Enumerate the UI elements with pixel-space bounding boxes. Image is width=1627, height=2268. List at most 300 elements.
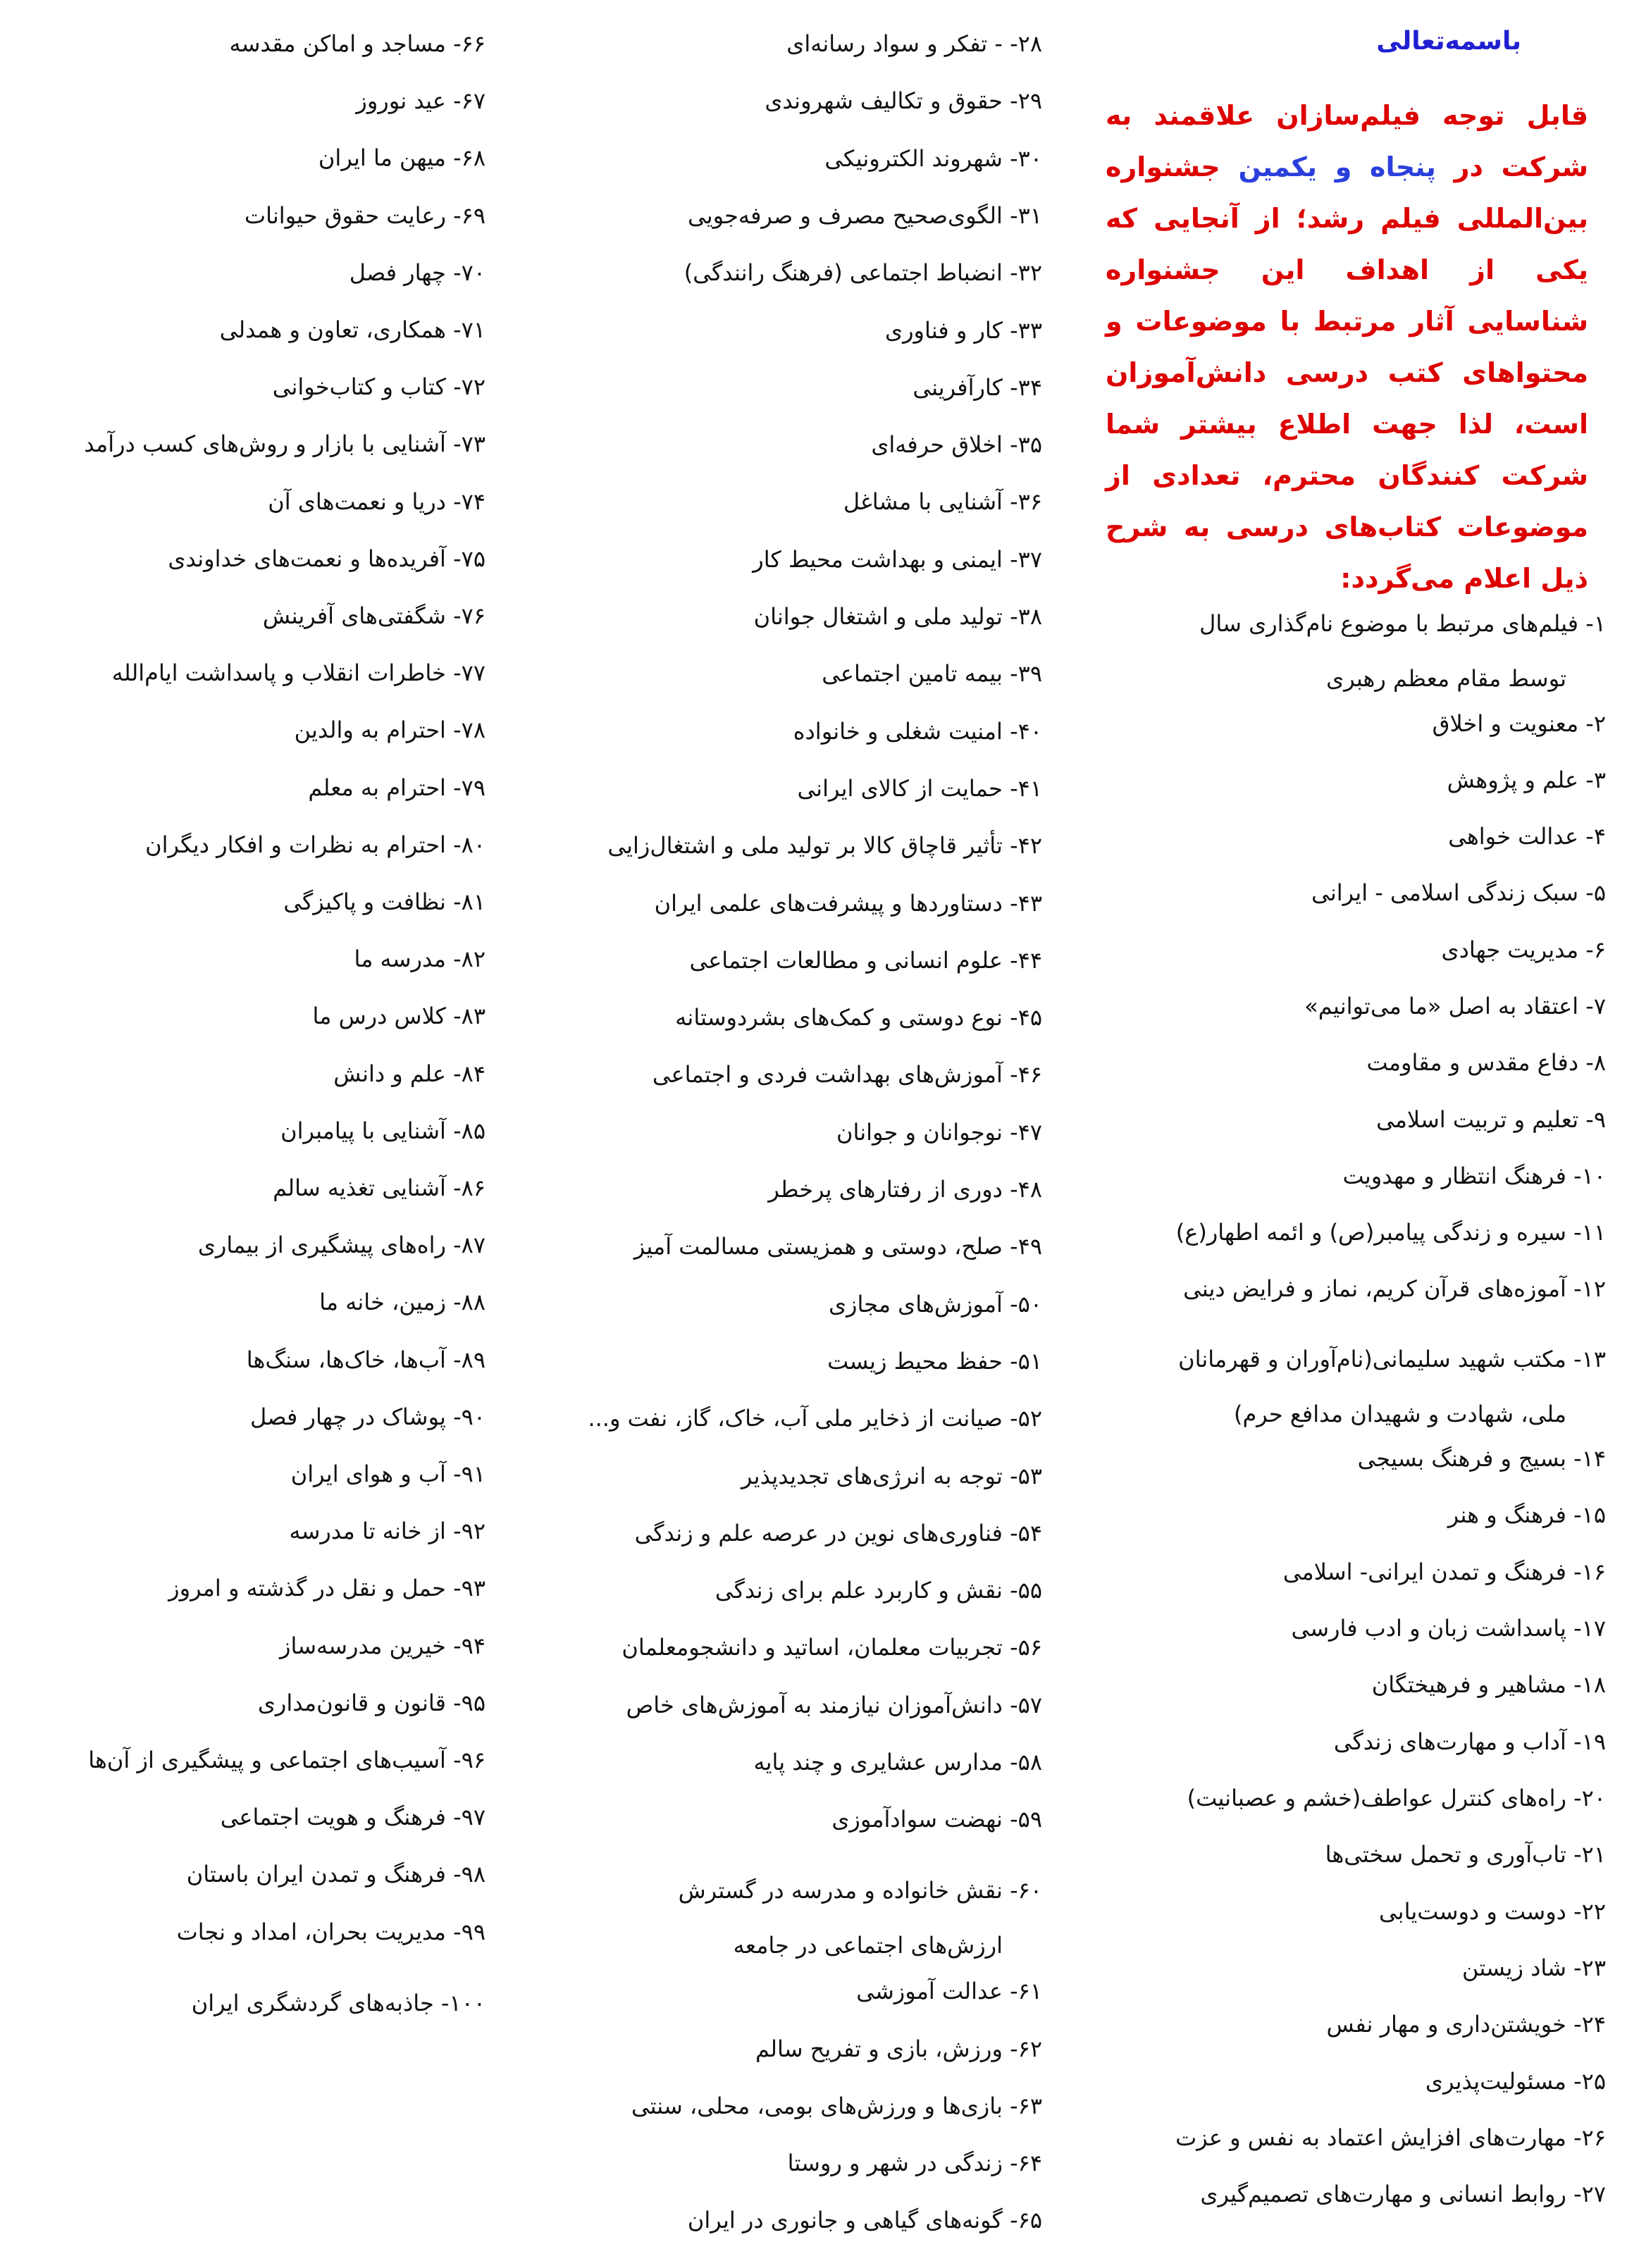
topic-item: [788, 2149, 1042, 2177]
topic-number: ۱۴-: [1573, 1445, 1606, 1472]
topic-text: چهار فصل: [349, 259, 446, 286]
topic-item: [684, 259, 1042, 287]
topic-item: [797, 774, 1042, 803]
topic-item: [754, 602, 1042, 631]
topic-item: [1372, 1671, 1606, 1699]
topic-item: [1325, 1840, 1606, 1869]
topic-text: از خانه تا مدرسه: [289, 1518, 446, 1545]
topic-text: خاطرات انقلاب و پاسداشت ایام‌الله: [111, 659, 446, 687]
topic-number: ۸۸-: [453, 1289, 485, 1316]
topic-number: ۵۶-: [1010, 1634, 1042, 1661]
topic-item: [280, 1117, 485, 1145]
topic-number: ۴۶-: [1010, 1061, 1042, 1089]
topic-item: [198, 1231, 485, 1259]
topic-number: ۱۷-: [1573, 1615, 1606, 1642]
topic-number: ۷۶-: [453, 602, 485, 629]
topic-text: فیلم‌های مرتبط با موضوع نام‌گذاری سال: [1199, 610, 1579, 637]
topic-item: [1334, 1728, 1606, 1756]
topic-item: [273, 1174, 485, 1202]
topic-number: ۱۰-: [1573, 1163, 1606, 1189]
topic-item: [245, 202, 485, 230]
topic-number: ۴۵-: [1010, 1004, 1042, 1031]
topic-number: ۶۸-: [453, 144, 485, 172]
intro-text-2: جشنواره بین‌المللی فیلم رشد؛ از آنجایی که یکی از اهداف این جشنواره شناسایی آثار مرتبط با موضوعات و محتواهای کتب درسی دانش‌آموزان است، لذا جهت اطلاع بیشتر شما شرکت کنندگان محترم، تعدادی از موضوعات کتاب‌های درسی به شرح ذیل اعلام می‌گردد:: [1106, 151, 1588, 594]
topic-text: شهروند الکترونیکی: [824, 144, 1003, 172]
topic-text: نظافت و پاکیزگی: [283, 888, 446, 915]
topic-number: ۷۸-: [453, 717, 485, 744]
topic-number: ۹۱-: [453, 1461, 485, 1487]
topic-text: دریا و نعمت‌های آن: [268, 488, 446, 515]
topic-text: عید نوروز: [356, 87, 446, 115]
topic-item: [1178, 1332, 1606, 1442]
topic-item: [313, 1002, 485, 1030]
topic-number: ۶-: [1585, 936, 1606, 963]
topic-item: [753, 1748, 1042, 1776]
topic-text: دوری از رفتارهای پرخطر: [768, 1176, 1003, 1203]
topic-text: قانون و قانون‌مداری: [257, 1689, 446, 1716]
column-middle: [528, 0, 1063, 2268]
topic-item: [333, 1060, 485, 1088]
topic-number: ۶۲-: [1010, 2035, 1042, 2062]
topic-number: ۸۴-: [453, 1060, 485, 1087]
topic-number: ۵۰-: [1010, 1290, 1042, 1318]
topic-item: [688, 202, 1042, 230]
topic-text: دستاوردها و پیشرفت‌های علمی ایران: [654, 889, 1003, 917]
topic-text: شاد زیستن: [1462, 1954, 1566, 1981]
topic-text: حقوق و تکالیف شهروندی: [765, 87, 1003, 115]
topic-item: [168, 1574, 485, 1602]
topic-item: [220, 316, 485, 344]
topic-number: ۱-: [1585, 610, 1606, 637]
topic-item: [192, 1989, 485, 2017]
topic-text: همکاری، تعاون و همدلی: [219, 316, 446, 343]
topic-number: ۹۰-: [453, 1403, 485, 1430]
topic-number: ۲۳-: [1573, 1954, 1606, 1981]
topic-text: کارآفرینی: [913, 373, 1003, 401]
topic-item: [635, 1519, 1042, 1547]
topic-item: [753, 545, 1042, 574]
topic-item: [765, 87, 1042, 115]
topic-item: [688, 2206, 1042, 2234]
topic-text: نقش و کاربرد علم برای زندگی: [714, 1577, 1003, 1604]
topic-number: ۸۹-: [453, 1346, 485, 1373]
topic-number: ۶۳-: [1010, 2092, 1042, 2119]
topic-number: ۴۲-: [1010, 832, 1042, 860]
topic-item: [356, 87, 485, 115]
topic-number: ۳۸-: [1010, 603, 1042, 630]
topic-item: [621, 1633, 1042, 1661]
topic-number: ۷۷-: [453, 659, 485, 687]
topic-number: ۸۲-: [453, 946, 485, 973]
topic-text: آموزش‌های مجازی: [828, 1290, 1003, 1318]
topic-text: تولید ملی و اشتغال جوانان: [753, 603, 1003, 630]
topic-number: ۳۱-: [1010, 202, 1042, 229]
topic-number: ۳۷-: [1010, 545, 1042, 573]
topic-text: احترام به نظرات و افکار دیگران: [145, 831, 446, 858]
topic-number: ۶۹-: [453, 202, 485, 229]
topic-number: ۶۵-: [1010, 2207, 1042, 2234]
topic-item: [1447, 766, 1606, 794]
topic-number: ۹-: [1585, 1106, 1606, 1133]
topic-number: ۵۳-: [1010, 1462, 1042, 1489]
topic-number: ۶۰-: [1010, 1876, 1042, 1904]
topic-text: صیانت از ذخایر ملی آب، خاک، گاز، نفت و...: [588, 1405, 1003, 1432]
topic-item: [84, 430, 485, 458]
topic-number: ۵۵-: [1010, 1577, 1042, 1604]
topic-number: ۵۴-: [1010, 1519, 1042, 1547]
topic-number: ۲۹-: [1010, 87, 1042, 115]
topic-text: مهارت‌های افزایش اعتماد به نفس و عزت: [1175, 2124, 1566, 2151]
topic-text: معنویت و اخلاق: [1432, 710, 1579, 737]
topic-item: [1342, 1162, 1606, 1190]
intro-highlight-2: یکمین: [1238, 151, 1317, 182]
topic-text: فرهنگ و هویت اجتماعی: [220, 1804, 446, 1831]
topic-text: فرهنگ و تمدن ایران باستان: [186, 1861, 446, 1888]
topic-number: ۸۱-: [453, 888, 485, 915]
topic-text: احترام به والدین: [294, 717, 446, 744]
topic-number: ۱۵-: [1573, 1501, 1606, 1528]
topic-number: ۲۷-: [1573, 2181, 1606, 2207]
topic-item: [1448, 822, 1606, 850]
topic-text: مدیریت بحران، امداد و نجات: [176, 1918, 446, 1945]
topic-number: ۵۷-: [1010, 1691, 1042, 1718]
intro-highlight-1: پنجاه: [1370, 151, 1436, 182]
topic-number: ۸۵-: [453, 1117, 485, 1144]
topic-item: [1433, 709, 1606, 738]
topic-item: [831, 1805, 1042, 1833]
topic-text: تجربیات معلمان، اساتید و دانشجومعلمان: [621, 1634, 1003, 1661]
topic-item: [221, 1803, 485, 1831]
topic-item: [263, 602, 485, 630]
topic-item: [1376, 1105, 1606, 1134]
topic-item: [1176, 1218, 1606, 1246]
topic-number: ۲۱-: [1573, 1841, 1606, 1868]
topic-item: [824, 144, 1042, 173]
topic-number: ۲۰-: [1573, 1785, 1606, 1811]
topic-text-continued: ملی، شهادت و شهیدان مدافع حرم): [1233, 1401, 1566, 1427]
topic-text: آداب و مهارت‌های زندگی: [1333, 1728, 1566, 1755]
topic-text: خیرین مدرسه‌ساز: [280, 1632, 446, 1659]
topic-item: [626, 1691, 1042, 1719]
topic-item: [291, 1460, 485, 1488]
topic-number: ۹۴-: [453, 1632, 485, 1659]
topic-text: زمین، خانه ما: [319, 1289, 446, 1316]
topic-number: ۴۱-: [1010, 774, 1042, 802]
topic-number: ۲۵-: [1573, 2068, 1606, 2095]
topic-number: ۹۵-: [453, 1689, 485, 1716]
topic-text: کتاب و کتاب‌خوانی: [272, 373, 446, 401]
topic-text: راه‌های پیشگیری از بیماری: [197, 1232, 446, 1259]
topic-text: عدالت خواهی: [1448, 823, 1579, 850]
topic-text: بسیج و فرهنگ بسیجی: [1357, 1445, 1566, 1472]
topic-number: ۷۱-: [453, 316, 485, 343]
topic-number: ۲۸-: [1010, 30, 1042, 57]
topic-text: حفظ محیط زیست: [827, 1347, 1003, 1375]
topic-text: حمل و نقل در گذشته و امروز: [168, 1575, 446, 1602]
topic-number: ۴۷-: [1010, 1118, 1042, 1146]
topic-text: گونه‌های گیاهی و جانوری در ایران: [687, 2207, 1003, 2234]
topic-item: [655, 889, 1042, 917]
topic-number: ۵-: [1585, 879, 1606, 906]
topic-text: نوع دوستی و کمک‌های بشردوستانه: [675, 1004, 1003, 1031]
topic-item: [229, 30, 485, 58]
topic-text: آشنایی با بازار و روش‌های کسب درآمد: [84, 430, 446, 458]
topic-item: [634, 1232, 1042, 1260]
topic-number: ۶۷-: [453, 87, 485, 115]
topic-text: مکتب شهید سلیمانی(نام‌آوران و قهرمانان: [1178, 1346, 1566, 1372]
topic-item: [250, 1403, 485, 1431]
topic-text: آموزش‌های بهداشت فردی و اجتماعی: [652, 1061, 1003, 1089]
topic-item: [1304, 992, 1606, 1020]
topic-text: آشنایی تغذیه سالم: [273, 1175, 446, 1201]
topic-item: [289, 1517, 485, 1545]
topic-text: ورزش، بازی و تفریح سالم: [755, 2035, 1003, 2062]
topic-item: [145, 831, 485, 859]
topic-item: [607, 831, 1042, 860]
topic-text: زندگی در شهر و روستا: [787, 2150, 1003, 2177]
topic-number: ۲۲-: [1573, 1898, 1606, 1925]
topic-text: دوست و دوست‌یابی: [1379, 1898, 1566, 1925]
topic-item: [1292, 1614, 1606, 1642]
topic-number: ۵۱-: [1010, 1347, 1042, 1375]
topic-text: رعایت حقوق حیوانات: [244, 202, 446, 229]
topic-number: ۸-: [1585, 1049, 1606, 1076]
topic-number: ۷۴-: [453, 488, 485, 515]
topic-text: توجه به انرژی‌های تجدیدپذیر: [741, 1462, 1003, 1489]
topic-text: فناوری‌های نوین در عرصه علم و زندگی: [634, 1519, 1003, 1547]
topic-text: آب و هوای ایران: [290, 1461, 446, 1487]
topic-number: ۵۸-: [1010, 1749, 1042, 1776]
topic-item: [1462, 1954, 1606, 1982]
topic-text: مدیریت جهادی: [1441, 936, 1579, 963]
topic-number: ۹۲-: [453, 1518, 485, 1545]
topic-item: [871, 430, 1042, 459]
topic-item: [88, 1746, 485, 1774]
topic-number: ۸۳-: [453, 1003, 485, 1030]
topic-item: [1327, 2010, 1606, 2038]
topic-item: [715, 1576, 1042, 1604]
topic-text-continued: ارزش‌های اجتماعی در جامعه: [733, 1931, 1003, 1959]
topic-text: فرهنگ و تمدن ایرانی- اسلامی: [1282, 1559, 1566, 1585]
topic-item: [786, 30, 1042, 58]
topic-number: ۹۶-: [453, 1747, 485, 1773]
topic-text: مشاهیر و فرهیختگان: [1371, 1671, 1566, 1698]
topic-number: ۴۰-: [1010, 717, 1042, 745]
topic-text: امنیت شغلی و خانواده: [793, 717, 1003, 745]
topic-text: حمایت از کالای ایرانی: [797, 774, 1003, 802]
topic-text: راه‌های کنترل عواطف(خشم و عصبانیت): [1187, 1785, 1566, 1811]
topic-text: تاب‌آوری و تحمل سختی‌ها: [1325, 1841, 1566, 1868]
topic-item: [187, 1860, 485, 1888]
topic-number: ۶۱-: [1010, 1978, 1042, 2005]
topic-number: ۷-: [1585, 993, 1606, 1020]
topic-text: نهضت سوادآموزی: [831, 1806, 1003, 1833]
topic-text: روابط انسانی و مهارت‌های تصمیم‌گیری: [1200, 2181, 1566, 2207]
topic-item: [354, 945, 485, 973]
topic-number: ۳۴-: [1010, 373, 1042, 401]
intro-connector: و: [1335, 151, 1352, 182]
topic-item: [319, 1288, 485, 1316]
topic-item: [283, 888, 485, 916]
topic-number: ۱۲-: [1573, 1275, 1606, 1302]
topic-text: نقش خانواده و مدرسه در گسترش: [678, 1876, 1003, 1904]
topic-item: [829, 1290, 1042, 1318]
topic-item: [1366, 1048, 1606, 1077]
topic-text: دانش‌آموزان نیازمند به آموزش‌های خاص: [626, 1691, 1003, 1718]
topic-item: [1183, 1275, 1606, 1303]
topic-item: [836, 1118, 1042, 1146]
topic-item: [768, 1175, 1042, 1203]
intro-paragraph: [1106, 90, 1588, 605]
topic-number: ۷۰-: [453, 259, 485, 286]
topic-text: جاذبه‌های گردشگری ایران: [191, 1989, 434, 2016]
topic-text: علوم انسانی و مطالعات اجتماعی: [689, 946, 1003, 974]
topic-text: علم و دانش: [333, 1060, 446, 1087]
topic-number: ۳۳-: [1010, 316, 1042, 344]
topic-item: [258, 1689, 485, 1717]
topic-text: نوجوانان و جوانان: [836, 1118, 1003, 1146]
topic-item: [1425, 2067, 1606, 2095]
topic-text: بازی‌ها و ورزش‌های بومی، محلی، سنتی: [631, 2092, 1003, 2119]
topic-number: ۴۴-: [1010, 946, 1042, 974]
topic-number: ۹۷-: [453, 1804, 485, 1831]
topic-number: ۶۶-: [453, 30, 485, 57]
topic-number: ۴۸-: [1010, 1176, 1042, 1203]
topic-text: اخلاق حرفه‌ای: [871, 431, 1003, 459]
topic-text: سیره و زندگی پیامبر(ص) و ائمه اطهار(ع): [1175, 1219, 1566, 1246]
column-left: [0, 0, 514, 2268]
topic-number: ۲۴-: [1573, 2011, 1606, 2038]
topic-item: [822, 659, 1042, 688]
topic-number: ۵۹-: [1010, 1806, 1042, 1833]
topic-number: ۳۵-: [1010, 431, 1042, 459]
topic-number: ۷۵-: [453, 545, 485, 572]
intro-text-1: قابل توجه فیلم‌سازان علاقمند به شرکت در: [1106, 100, 1589, 182]
topic-number: ۶۴-: [1010, 2150, 1042, 2177]
topic-text: صلح، دوستی و همزیستی مسالمت آمیز: [633, 1233, 1003, 1260]
topic-number: ۸۷-: [453, 1232, 485, 1259]
topic-item: [690, 946, 1042, 974]
topic-text: مسئولیت‌پذیری: [1425, 2068, 1566, 2095]
topic-text: سبک زندگی اسلامی - ایرانی: [1311, 879, 1579, 906]
topic-number: ۹۹-: [453, 1918, 485, 1945]
column-right: [1077, 0, 1627, 2268]
topic-text: میهن ما ایران: [318, 144, 446, 172]
topic-item: [793, 717, 1042, 745]
topic-text: پاسداشت زبان و ادب فارسی: [1291, 1615, 1566, 1642]
topic-text: کلاس درس ما: [312, 1003, 446, 1030]
topic-text: مدرسه ما: [354, 946, 446, 973]
topic-item: [885, 316, 1042, 345]
topic-number: ۷۲-: [453, 373, 485, 401]
topic-number: ۹۳-: [453, 1575, 485, 1602]
topic-number: ۴-: [1585, 823, 1606, 850]
topic-item: [741, 1462, 1042, 1490]
topic-item: [1442, 936, 1606, 964]
topic-number: ۱۶-: [1573, 1559, 1606, 1585]
topic-number: ۲۶-: [1573, 2124, 1606, 2151]
topic-number: ۸۰-: [453, 831, 485, 858]
topic-item: [843, 488, 1042, 516]
topic-item: [631, 2092, 1042, 2120]
topic-number: ۱۸-: [1573, 1671, 1606, 1698]
topic-text: فرهنگ و هنر: [1447, 1501, 1566, 1528]
topic-item: [280, 1632, 485, 1660]
topic-item: [679, 1863, 1042, 1973]
topic-text: آسیب‌های اجتماعی و پیشگیری از آن‌ها: [88, 1747, 446, 1773]
topic-item: [349, 259, 485, 287]
topic-number: ۷۹-: [453, 774, 485, 801]
topic-number: ۳-: [1585, 767, 1606, 793]
topic-text: دفاع مقدس و مقاومت: [1366, 1049, 1579, 1076]
topic-item: [273, 373, 485, 401]
topic-text: تعلیم و تربیت اسلامی: [1376, 1106, 1579, 1133]
topic-number: ۴۳-: [1010, 889, 1042, 917]
topic-number: ۳۹-: [1010, 660, 1042, 688]
topic-item: [1379, 1897, 1606, 1926]
topic-text: تأثیر قاچاق کالا بر تولید ملی و اشتغال‌زایی: [607, 832, 1003, 860]
topic-text-continued: توسط مقام معظم رهبری: [1326, 665, 1566, 692]
topic-number: ۸۶-: [453, 1175, 485, 1201]
topic-text: ایمنی و بهداشت محیط کار: [753, 545, 1003, 573]
topic-text: الگوی‌صحیح مصرف و صرفه‌جویی: [688, 202, 1003, 229]
topic-text: پوشاک در چهار فصل: [250, 1403, 446, 1430]
topic-text: شگفتی‌های آفرینش: [262, 602, 446, 629]
topic-item: [1187, 1784, 1606, 1812]
topic-number: ۴۹-: [1010, 1233, 1042, 1260]
topic-number: ۵۲-: [1010, 1405, 1042, 1432]
topic-text: کار و فناوری: [885, 316, 1003, 344]
topic-item: [1199, 596, 1606, 706]
topic-item: [856, 1977, 1042, 2005]
topic-text: انضباط اجتماعی (فرهنگ رانندگی): [683, 259, 1003, 287]
topic-item: [1175, 2124, 1606, 2152]
topic-item: [308, 774, 485, 802]
topic-text: اعتقاد به اصل «ما می‌توانیم»: [1304, 993, 1579, 1020]
topic-number: ۳۲-: [1010, 259, 1042, 287]
topic-item: [588, 1404, 1042, 1432]
topic-item: [1358, 1444, 1606, 1473]
topic-text: آشنایی با مشاغل: [843, 488, 1003, 516]
page-header: باسمه‌تعالی: [1376, 27, 1521, 56]
topic-text: آب‌ها، خاک‌ها، سنگ‌ها: [246, 1346, 446, 1373]
topic-item: [1283, 1558, 1606, 1586]
topic-text: مدارس عشایری و چند پایه: [753, 1749, 1003, 1776]
topic-text: خویشتن‌داری و مهار نفس: [1326, 2011, 1566, 2038]
topic-item: [318, 144, 485, 172]
topic-text: علم و پژوهش: [1447, 767, 1579, 793]
topic-item: [1311, 879, 1606, 907]
topic-item: [1200, 2180, 1606, 2208]
topic-item: [268, 488, 485, 516]
topic-item: [247, 1346, 485, 1374]
topic-item: [168, 545, 485, 573]
topic-number: ۲-: [1585, 710, 1606, 737]
topic-item: [112, 659, 485, 687]
topic-number: ۱۱-: [1573, 1219, 1606, 1246]
topic-item: [295, 716, 485, 744]
topic-number: ۱۰۰-: [440, 1989, 485, 2016]
topic-text: عدالت آموزشی: [856, 1978, 1003, 2005]
topic-item: [652, 1060, 1042, 1089]
topic-number: ۱۹-: [1573, 1728, 1606, 1755]
topic-text: مساجد و اماکن مقدسه: [229, 30, 446, 57]
topic-text: فرهنگ انتظار و مهدویت: [1342, 1163, 1566, 1189]
topic-item: [177, 1918, 485, 1946]
topic-item: [827, 1347, 1042, 1375]
topic-number: ۷۳-: [453, 430, 485, 458]
topic-number: ۱۳-: [1573, 1346, 1606, 1372]
